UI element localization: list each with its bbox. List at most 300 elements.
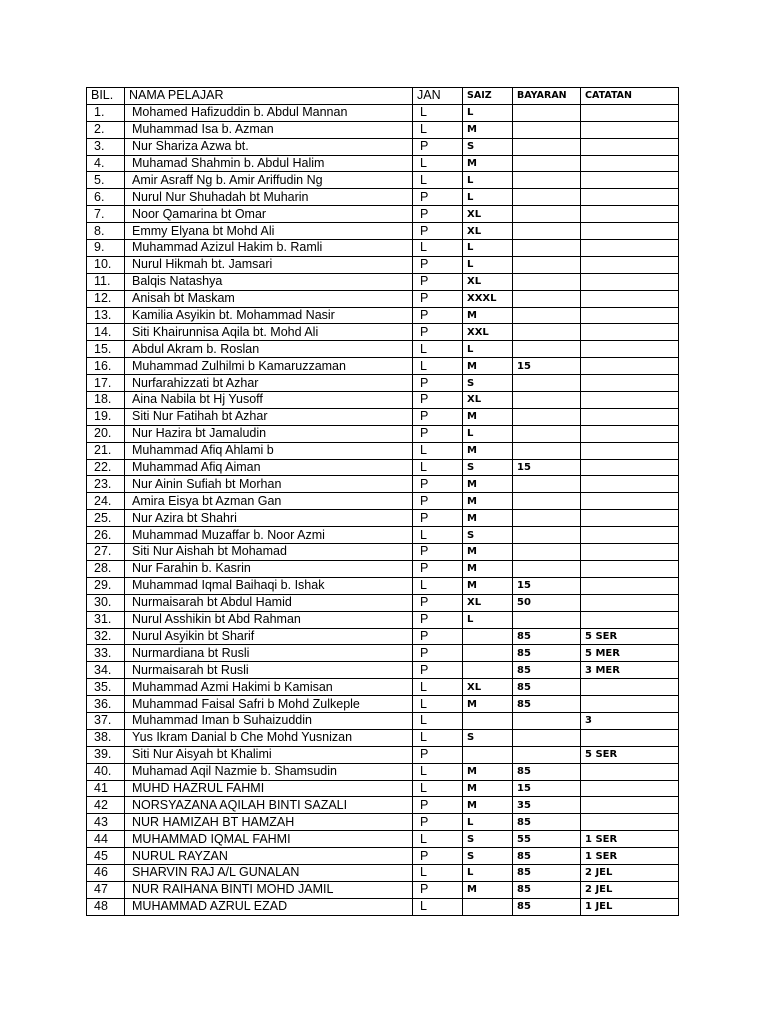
cell-saiz: M [463, 696, 513, 713]
cell-catatan: 5 SER [581, 746, 679, 763]
cell-bayaran [513, 560, 581, 577]
cell-nama: Muhammad Afiq Aiman [125, 459, 413, 476]
cell-bayaran: 85 [513, 848, 581, 865]
cell-bil: 13. [87, 307, 125, 324]
cell-bayaran [513, 611, 581, 628]
cell-catatan [581, 290, 679, 307]
cell-saiz: XL [463, 273, 513, 290]
table-row [87, 831, 679, 848]
cell-bil: 44 [87, 831, 125, 848]
cell-jan: L [413, 898, 463, 915]
cell-nama: Nurul Hikmah bt. Jamsari [125, 256, 413, 273]
cell-bayaran [513, 138, 581, 155]
cell-catatan [581, 172, 679, 189]
cell-bayaran [513, 256, 581, 273]
cell-jan: P [413, 290, 463, 307]
table-row [87, 358, 679, 375]
cell-catatan [581, 696, 679, 713]
cell-jan: P [413, 746, 463, 763]
cell-jan: L [413, 729, 463, 746]
cell-nama: Muhammad Azmi Hakimi b Kamisan [125, 679, 413, 696]
cell-catatan [581, 307, 679, 324]
cell-jan: P [413, 189, 463, 206]
cell-saiz: M [463, 408, 513, 425]
cell-saiz: M [463, 544, 513, 561]
cell-nama: Amir Asraff Ng b. Amir Ariffudin Ng [125, 172, 413, 189]
cell-bil: 34. [87, 662, 125, 679]
cell-bil: 39. [87, 746, 125, 763]
table-row [87, 560, 679, 577]
cell-saiz: M [463, 797, 513, 814]
cell-bayaran [513, 172, 581, 189]
cell-jan: P [413, 611, 463, 628]
cell-catatan: 5 SER [581, 628, 679, 645]
table-row [87, 273, 679, 290]
cell-catatan [581, 476, 679, 493]
cell-catatan: 3 MER [581, 662, 679, 679]
cell-saiz: M [463, 763, 513, 780]
cell-bayaran [513, 223, 581, 240]
cell-bayaran [513, 273, 581, 290]
cell-bil: 25. [87, 510, 125, 527]
cell-bayaran: 85 [513, 814, 581, 831]
cell-jan: P [413, 628, 463, 645]
cell-bayaran: 15 [513, 577, 581, 594]
cell-jan: P [413, 256, 463, 273]
cell-saiz: XL [463, 392, 513, 409]
cell-jan: P [413, 797, 463, 814]
cell-saiz: M [463, 577, 513, 594]
cell-bil: 1. [87, 104, 125, 121]
cell-catatan [581, 510, 679, 527]
cell-bayaran [513, 527, 581, 544]
cell-saiz: M [463, 476, 513, 493]
cell-catatan [581, 223, 679, 240]
cell-bil: 46 [87, 864, 125, 881]
cell-jan: P [413, 493, 463, 510]
cell-jan: P [413, 425, 463, 442]
cell-saiz: L [463, 189, 513, 206]
cell-jan: L [413, 172, 463, 189]
cell-saiz: L [463, 611, 513, 628]
table-row [87, 307, 679, 324]
table-row [87, 881, 679, 898]
cell-bayaran [513, 121, 581, 138]
header-saiz: SAIZ [463, 88, 513, 105]
cell-nama: Emmy Elyana bt Mohd Ali [125, 223, 413, 240]
cell-catatan [581, 358, 679, 375]
cell-bil: 32. [87, 628, 125, 645]
cell-saiz: XL [463, 679, 513, 696]
cell-jan: L [413, 341, 463, 358]
cell-catatan [581, 206, 679, 223]
cell-bayaran: 85 [513, 763, 581, 780]
cell-catatan [581, 155, 679, 172]
cell-catatan: 2 JEL [581, 864, 679, 881]
table-row [87, 341, 679, 358]
cell-nama: Aina Nabila bt Hj Yusoff [125, 392, 413, 409]
cell-jan: L [413, 121, 463, 138]
cell-catatan [581, 544, 679, 561]
table-row [87, 375, 679, 392]
cell-bil: 28. [87, 560, 125, 577]
header-catatan: CATATAN [581, 88, 679, 105]
cell-bayaran [513, 290, 581, 307]
cell-saiz: M [463, 358, 513, 375]
cell-nama: NORSYAZANA AQILAH BINTI SAZALI [125, 797, 413, 814]
cell-catatan [581, 594, 679, 611]
cell-bil: 42 [87, 797, 125, 814]
cell-catatan [581, 560, 679, 577]
cell-jan: P [413, 375, 463, 392]
cell-saiz [463, 898, 513, 915]
cell-jan: P [413, 392, 463, 409]
table-row [87, 645, 679, 662]
cell-saiz: L [463, 256, 513, 273]
cell-jan: P [413, 307, 463, 324]
table-row [87, 594, 679, 611]
cell-nama: Siti Khairunnisa Aqila bt. Mohd Ali [125, 324, 413, 341]
cell-jan: P [413, 814, 463, 831]
cell-nama: Amira Eisya bt Azman Gan [125, 493, 413, 510]
cell-jan: P [413, 476, 463, 493]
cell-bayaran [513, 375, 581, 392]
cell-bayaran [513, 240, 581, 257]
cell-bayaran [513, 493, 581, 510]
cell-catatan [581, 273, 679, 290]
cell-jan: P [413, 645, 463, 662]
cell-saiz: M [463, 307, 513, 324]
cell-bayaran [513, 324, 581, 341]
table-row [87, 898, 679, 915]
cell-bil: 5. [87, 172, 125, 189]
header-nama: NAMA PELAJAR [125, 88, 413, 105]
cell-saiz: M [463, 560, 513, 577]
table-row [87, 223, 679, 240]
table-row [87, 240, 679, 257]
cell-nama: Abdul Akram b. Roslan [125, 341, 413, 358]
table-row [87, 814, 679, 831]
cell-bayaran [513, 104, 581, 121]
cell-jan: P [413, 594, 463, 611]
cell-saiz: L [463, 172, 513, 189]
cell-nama: Muhammad Afiq Ahlami b [125, 442, 413, 459]
cell-bayaran [513, 206, 581, 223]
cell-nama: MUHD HAZRUL FAHMI [125, 780, 413, 797]
cell-nama: NUR RAIHANA BINTI MOHD JAMIL [125, 881, 413, 898]
cell-bayaran [513, 476, 581, 493]
table-row [87, 679, 679, 696]
cell-nama: Mohamed Hafizuddin b. Abdul Mannan [125, 104, 413, 121]
cell-nama: Nur Ainin Sufiah bt Morhan [125, 476, 413, 493]
cell-catatan [581, 341, 679, 358]
cell-bayaran: 85 [513, 864, 581, 881]
cell-jan: P [413, 560, 463, 577]
cell-catatan [581, 104, 679, 121]
table-row [87, 256, 679, 273]
cell-bayaran [513, 544, 581, 561]
cell-saiz [463, 712, 513, 729]
cell-nama: Siti Nur Aisyah bt Khalimi [125, 746, 413, 763]
cell-catatan [581, 611, 679, 628]
cell-bil: 40. [87, 763, 125, 780]
cell-nama: SHARVIN RAJ A/L GUNALAN [125, 864, 413, 881]
cell-nama: Siti Nur Fatihah bt Azhar [125, 408, 413, 425]
cell-catatan [581, 493, 679, 510]
cell-catatan [581, 729, 679, 746]
table-row [87, 172, 679, 189]
cell-bil: 4. [87, 155, 125, 172]
cell-nama: Nurmaisarah bt Abdul Hamid [125, 594, 413, 611]
cell-bil: 48 [87, 898, 125, 915]
cell-catatan: 1 JEL [581, 898, 679, 915]
table-row [87, 746, 679, 763]
cell-bayaran: 50 [513, 594, 581, 611]
cell-bayaran [513, 425, 581, 442]
cell-nama: Siti Nur Aishah bt Mohamad [125, 544, 413, 561]
cell-jan: L [413, 712, 463, 729]
cell-saiz: L [463, 240, 513, 257]
cell-saiz: XL [463, 594, 513, 611]
cell-bayaran: 15 [513, 459, 581, 476]
cell-jan: L [413, 780, 463, 797]
cell-saiz: S [463, 527, 513, 544]
cell-nama: MUHAMMAD AZRUL EZAD [125, 898, 413, 915]
cell-jan: P [413, 408, 463, 425]
cell-saiz: XL [463, 206, 513, 223]
cell-saiz: S [463, 848, 513, 865]
table-row [87, 324, 679, 341]
cell-nama: Muhammad Faisal Safri b Mohd Zulkeple [125, 696, 413, 713]
table-row [87, 848, 679, 865]
table-row [87, 864, 679, 881]
cell-jan: P [413, 223, 463, 240]
cell-bayaran: 85 [513, 662, 581, 679]
cell-bayaran: 15 [513, 780, 581, 797]
cell-bayaran: 85 [513, 645, 581, 662]
cell-saiz: L [463, 341, 513, 358]
cell-bil: 6. [87, 189, 125, 206]
table-row [87, 392, 679, 409]
cell-bil: 29. [87, 577, 125, 594]
cell-bayaran: 35 [513, 797, 581, 814]
table-row [87, 442, 679, 459]
cell-nama: Muhamad Aqil Nazmie b. Shamsudin [125, 763, 413, 780]
cell-catatan: 1 SER [581, 831, 679, 848]
table-row [87, 797, 679, 814]
table-row [87, 104, 679, 121]
cell-saiz [463, 746, 513, 763]
student-list-sheet [86, 87, 679, 916]
cell-bil: 14. [87, 324, 125, 341]
cell-bayaran: 85 [513, 881, 581, 898]
cell-saiz: M [463, 442, 513, 459]
table-row [87, 729, 679, 746]
table-row [87, 611, 679, 628]
cell-saiz: M [463, 121, 513, 138]
table-row [87, 780, 679, 797]
cell-nama: Muhammad Isa b. Azman [125, 121, 413, 138]
cell-bil: 31. [87, 611, 125, 628]
cell-jan: P [413, 138, 463, 155]
cell-bayaran [513, 510, 581, 527]
cell-jan: P [413, 848, 463, 865]
cell-catatan [581, 121, 679, 138]
cell-bil: 7. [87, 206, 125, 223]
cell-bayaran: 85 [513, 898, 581, 915]
cell-jan: L [413, 679, 463, 696]
cell-bayaran: 55 [513, 831, 581, 848]
cell-bil: 2. [87, 121, 125, 138]
cell-bil: 11. [87, 273, 125, 290]
table-row [87, 425, 679, 442]
cell-nama: NUR HAMIZAH BT HAMZAH [125, 814, 413, 831]
cell-bayaran: 85 [513, 679, 581, 696]
cell-jan: P [413, 324, 463, 341]
cell-nama: Nurul Asshikin bt Abd Rahman [125, 611, 413, 628]
cell-catatan [581, 679, 679, 696]
cell-catatan [581, 408, 679, 425]
cell-bil: 41 [87, 780, 125, 797]
cell-catatan [581, 763, 679, 780]
header-bayaran: BAYARAN [513, 88, 581, 105]
cell-jan: L [413, 358, 463, 375]
table-row [87, 155, 679, 172]
cell-saiz: L [463, 864, 513, 881]
cell-nama: Nur Hazira bt Jamaludin [125, 425, 413, 442]
cell-nama: Anisah bt Maskam [125, 290, 413, 307]
cell-nama: Nur Farahin b. Kasrin [125, 560, 413, 577]
cell-saiz: M [463, 493, 513, 510]
cell-saiz: M [463, 155, 513, 172]
cell-nama: Nurul Nur Shuhadah bt Muharin [125, 189, 413, 206]
cell-saiz: XL [463, 223, 513, 240]
cell-jan: L [413, 577, 463, 594]
cell-nama: Balqis Natashya [125, 273, 413, 290]
cell-bil: 43 [87, 814, 125, 831]
cell-catatan: 1 SER [581, 848, 679, 865]
cell-bil: 47 [87, 881, 125, 898]
cell-catatan [581, 189, 679, 206]
student-table [86, 87, 679, 916]
cell-saiz: XXXL [463, 290, 513, 307]
cell-jan: L [413, 240, 463, 257]
cell-bayaran [513, 729, 581, 746]
cell-catatan [581, 375, 679, 392]
header-jan: JAN [413, 88, 463, 105]
cell-saiz [463, 662, 513, 679]
table-row [87, 290, 679, 307]
cell-bayaran: 85 [513, 696, 581, 713]
cell-catatan [581, 138, 679, 155]
cell-saiz: M [463, 510, 513, 527]
cell-bayaran [513, 155, 581, 172]
cell-jan: L [413, 527, 463, 544]
cell-nama: Nurmaisarah bt Rusli [125, 662, 413, 679]
cell-saiz: L [463, 425, 513, 442]
table-row [87, 493, 679, 510]
cell-catatan [581, 425, 679, 442]
cell-bil: 37. [87, 712, 125, 729]
cell-nama: Muhammad Muzaffar b. Noor Azmi [125, 527, 413, 544]
cell-saiz [463, 628, 513, 645]
table-row [87, 121, 679, 138]
cell-bayaran: 15 [513, 358, 581, 375]
table-row [87, 510, 679, 527]
cell-nama: Nur Shariza Azwa bt. [125, 138, 413, 155]
table-row [87, 189, 679, 206]
table-row [87, 544, 679, 561]
cell-jan: P [413, 510, 463, 527]
cell-bil: 45 [87, 848, 125, 865]
cell-jan: L [413, 831, 463, 848]
cell-jan: L [413, 763, 463, 780]
cell-catatan [581, 324, 679, 341]
cell-saiz: M [463, 780, 513, 797]
cell-bil: 20. [87, 425, 125, 442]
cell-jan: L [413, 442, 463, 459]
cell-catatan [581, 780, 679, 797]
cell-bil: 15. [87, 341, 125, 358]
cell-bil: 26. [87, 527, 125, 544]
cell-nama: Kamilia Asyikin bt. Mohammad Nasir [125, 307, 413, 324]
cell-bil: 23. [87, 476, 125, 493]
cell-nama: Nurmardiana bt Rusli [125, 645, 413, 662]
cell-bayaran [513, 712, 581, 729]
cell-jan: L [413, 864, 463, 881]
cell-bil: 3. [87, 138, 125, 155]
cell-bayaran [513, 307, 581, 324]
cell-nama: Muhammad Zulhilmi b Kamaruzzaman [125, 358, 413, 375]
table-row [87, 628, 679, 645]
cell-bayaran [513, 392, 581, 409]
cell-bil: 16. [87, 358, 125, 375]
table-row [87, 476, 679, 493]
cell-bil: 10. [87, 256, 125, 273]
cell-jan: P [413, 544, 463, 561]
cell-catatan: 2 JEL [581, 881, 679, 898]
cell-saiz [463, 645, 513, 662]
cell-jan: P [413, 881, 463, 898]
cell-bil: 35. [87, 679, 125, 696]
cell-jan: P [413, 273, 463, 290]
cell-bil: 12. [87, 290, 125, 307]
table-row [87, 696, 679, 713]
cell-nama: MUHAMMAD IQMAL FAHMI [125, 831, 413, 848]
cell-bil: 8. [87, 223, 125, 240]
table-row [87, 459, 679, 476]
cell-bil: 27. [87, 544, 125, 561]
cell-nama: Muhamad Shahmin b. Abdul Halim [125, 155, 413, 172]
cell-saiz: S [463, 375, 513, 392]
table-row [87, 577, 679, 594]
cell-saiz: S [463, 831, 513, 848]
cell-catatan [581, 240, 679, 257]
cell-nama: Nurfarahizzati bt Azhar [125, 375, 413, 392]
cell-saiz: XXL [463, 324, 513, 341]
cell-bil: 9. [87, 240, 125, 257]
cell-bayaran [513, 442, 581, 459]
cell-jan: P [413, 662, 463, 679]
cell-saiz: S [463, 729, 513, 746]
cell-nama: Muhammad Iqmal Baihaqi b. Ishak [125, 577, 413, 594]
cell-bil: 38. [87, 729, 125, 746]
table-row [87, 206, 679, 223]
cell-jan: L [413, 155, 463, 172]
cell-bil: 36. [87, 696, 125, 713]
cell-catatan: 3 [581, 712, 679, 729]
cell-bil: 33. [87, 645, 125, 662]
